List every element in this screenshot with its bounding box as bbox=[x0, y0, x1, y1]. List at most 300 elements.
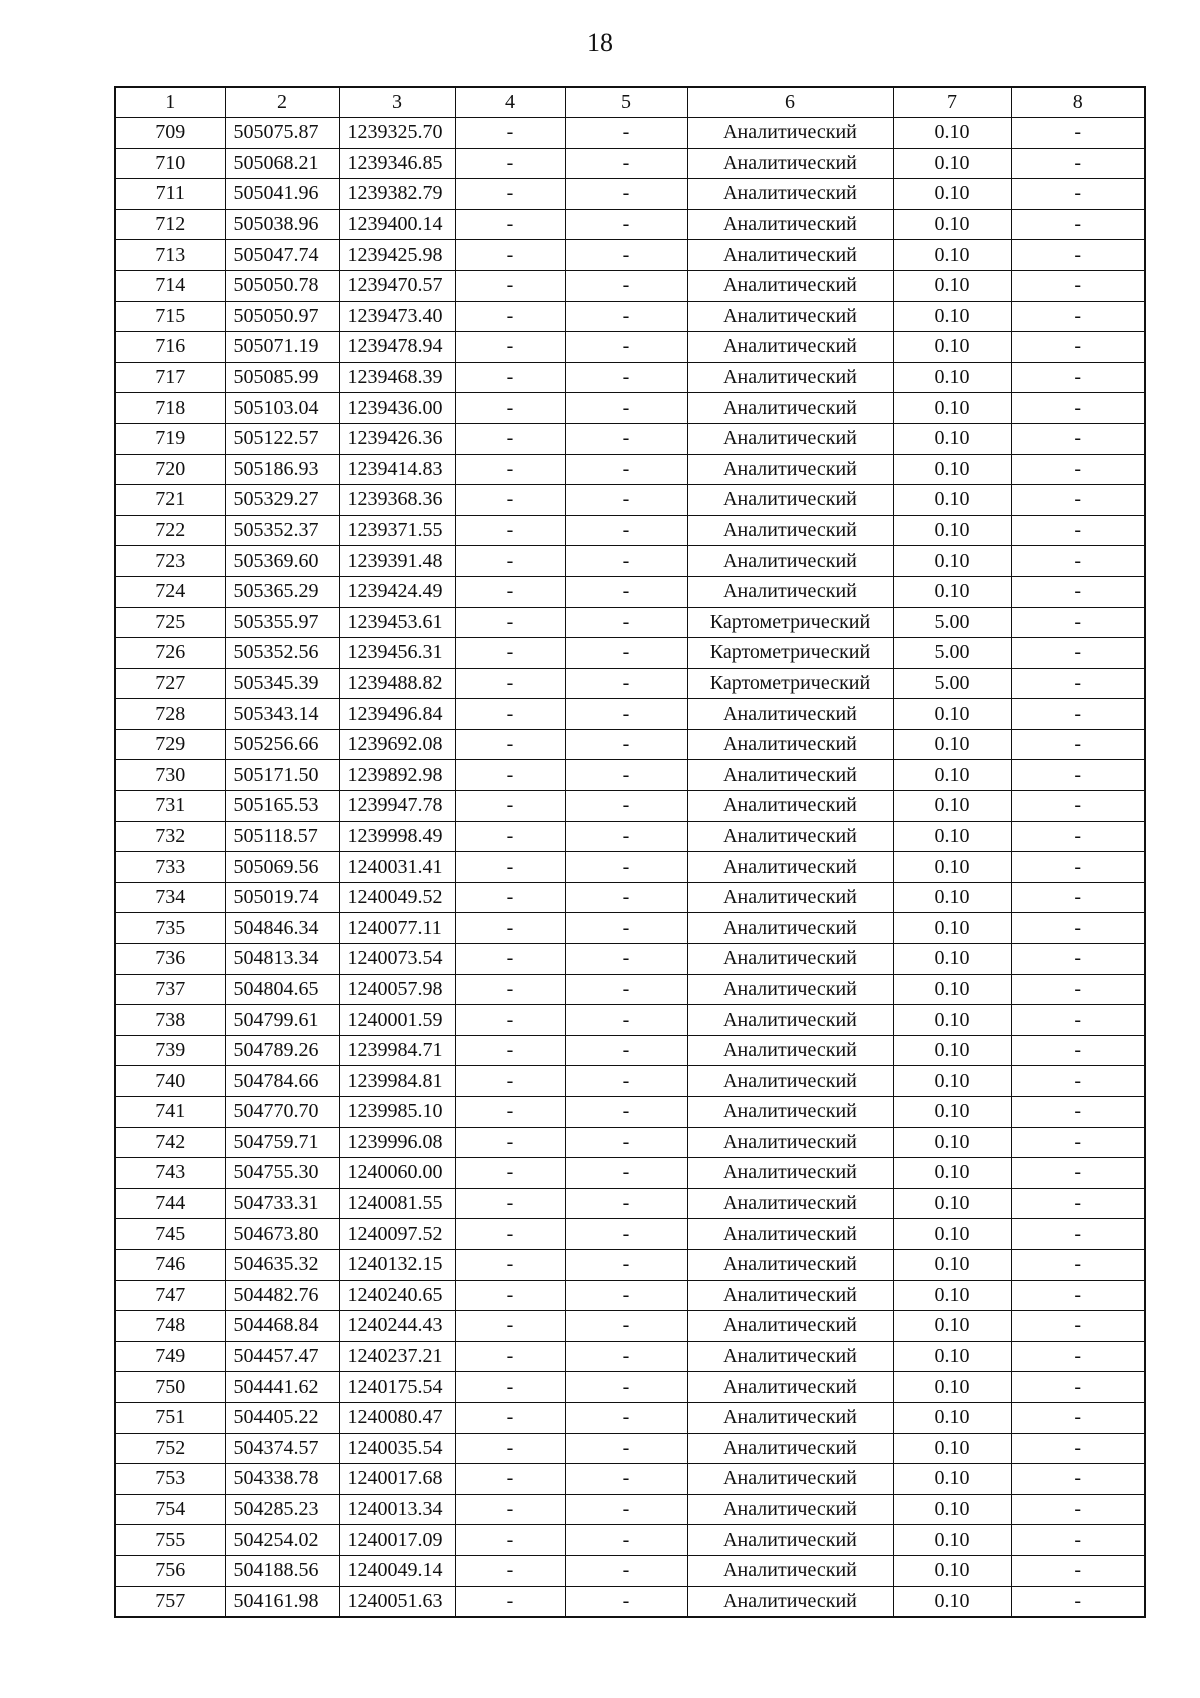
column-4-cell: - bbox=[455, 1586, 565, 1617]
accuracy-cell: 0.10 bbox=[893, 852, 1011, 883]
point-number-cell: 720 bbox=[115, 454, 225, 485]
table-row bbox=[115, 1433, 1145, 1464]
x-coordinate-cell: 505041.96 bbox=[225, 179, 339, 210]
column-8-cell: - bbox=[1011, 1097, 1145, 1128]
point-number-cell: 738 bbox=[115, 1005, 225, 1036]
accuracy-cell: 0.10 bbox=[893, 1280, 1011, 1311]
accuracy-cell: 0.10 bbox=[893, 240, 1011, 271]
column-4-cell: - bbox=[455, 1188, 565, 1219]
accuracy-cell: 0.10 bbox=[893, 944, 1011, 975]
y-coordinate-cell: 1239424.49 bbox=[339, 576, 455, 607]
table-row bbox=[115, 546, 1145, 577]
method-cell: Аналитический bbox=[687, 1035, 893, 1066]
method-cell: Аналитический bbox=[687, 974, 893, 1005]
table-row bbox=[115, 974, 1145, 1005]
column-8-cell: - bbox=[1011, 791, 1145, 822]
column-5-cell: - bbox=[565, 209, 687, 240]
point-number-cell: 741 bbox=[115, 1097, 225, 1128]
column-5-cell: - bbox=[565, 332, 687, 363]
column-5-cell: - bbox=[565, 1525, 687, 1556]
x-coordinate-cell: 504755.30 bbox=[225, 1158, 339, 1189]
table-row bbox=[115, 454, 1145, 485]
x-coordinate-cell: 505069.56 bbox=[225, 852, 339, 883]
point-number-cell: 751 bbox=[115, 1402, 225, 1433]
method-cell: Аналитический bbox=[687, 1464, 893, 1495]
table-row bbox=[115, 913, 1145, 944]
method-cell: Аналитический bbox=[687, 1219, 893, 1250]
column-4-cell: - bbox=[455, 515, 565, 546]
column-5-cell: - bbox=[565, 454, 687, 485]
column-4-cell: - bbox=[455, 944, 565, 975]
column-4-cell: - bbox=[455, 974, 565, 1005]
accuracy-cell: 0.10 bbox=[893, 1219, 1011, 1250]
point-number-cell: 730 bbox=[115, 760, 225, 791]
method-cell: Аналитический bbox=[687, 179, 893, 210]
method-cell: Аналитический bbox=[687, 209, 893, 240]
column-8-cell: - bbox=[1011, 423, 1145, 454]
point-number-cell: 742 bbox=[115, 1127, 225, 1158]
point-number-cell: 752 bbox=[115, 1433, 225, 1464]
point-number-cell: 715 bbox=[115, 301, 225, 332]
method-cell: Аналитический bbox=[687, 1249, 893, 1280]
column-header: 5 bbox=[565, 87, 687, 118]
column-4-cell: - bbox=[455, 148, 565, 179]
y-coordinate-cell: 1240017.68 bbox=[339, 1464, 455, 1495]
x-coordinate-cell: 504285.23 bbox=[225, 1494, 339, 1525]
column-8-cell: - bbox=[1011, 1494, 1145, 1525]
x-coordinate-cell: 504813.34 bbox=[225, 944, 339, 975]
accuracy-cell: 0.10 bbox=[893, 1249, 1011, 1280]
column-8-cell: - bbox=[1011, 882, 1145, 913]
column-header: 1 bbox=[115, 87, 225, 118]
column-4-cell: - bbox=[455, 546, 565, 577]
column-5-cell: - bbox=[565, 393, 687, 424]
column-5-cell: - bbox=[565, 974, 687, 1005]
column-4-cell: - bbox=[455, 301, 565, 332]
column-5-cell: - bbox=[565, 240, 687, 271]
y-coordinate-cell: 1239892.98 bbox=[339, 760, 455, 791]
point-number-cell: 729 bbox=[115, 729, 225, 760]
x-coordinate-cell: 505068.21 bbox=[225, 148, 339, 179]
y-coordinate-cell: 1240031.41 bbox=[339, 852, 455, 883]
accuracy-cell: 5.00 bbox=[893, 638, 1011, 669]
point-number-cell: 739 bbox=[115, 1035, 225, 1066]
column-5-cell: - bbox=[565, 1341, 687, 1372]
y-coordinate-cell: 1240097.52 bbox=[339, 1219, 455, 1250]
column-header: 7 bbox=[893, 87, 1011, 118]
table-row bbox=[115, 1066, 1145, 1097]
y-coordinate-cell: 1240017.09 bbox=[339, 1525, 455, 1556]
table-row bbox=[115, 1219, 1145, 1250]
x-coordinate-cell: 505122.57 bbox=[225, 423, 339, 454]
point-number-cell: 722 bbox=[115, 515, 225, 546]
table-row bbox=[115, 1280, 1145, 1311]
method-cell: Аналитический bbox=[687, 362, 893, 393]
column-8-cell: - bbox=[1011, 913, 1145, 944]
column-4-cell: - bbox=[455, 1249, 565, 1280]
y-coordinate-cell: 1240051.63 bbox=[339, 1586, 455, 1617]
table-row bbox=[115, 1005, 1145, 1036]
y-coordinate-cell: 1239346.85 bbox=[339, 148, 455, 179]
column-8-cell: - bbox=[1011, 1005, 1145, 1036]
method-cell: Аналитический bbox=[687, 148, 893, 179]
x-coordinate-cell: 504338.78 bbox=[225, 1464, 339, 1495]
accuracy-cell: 0.10 bbox=[893, 332, 1011, 363]
y-coordinate-cell: 1240049.14 bbox=[339, 1555, 455, 1586]
x-coordinate-cell: 505075.87 bbox=[225, 118, 339, 149]
accuracy-cell: 0.10 bbox=[893, 118, 1011, 149]
method-cell: Аналитический bbox=[687, 1066, 893, 1097]
x-coordinate-cell: 504441.62 bbox=[225, 1372, 339, 1403]
column-4-cell: - bbox=[455, 1280, 565, 1311]
column-4-cell: - bbox=[455, 209, 565, 240]
column-5-cell: - bbox=[565, 362, 687, 393]
method-cell: Аналитический bbox=[687, 729, 893, 760]
method-cell: Аналитический bbox=[687, 1097, 893, 1128]
method-cell: Аналитический bbox=[687, 1372, 893, 1403]
accuracy-cell: 5.00 bbox=[893, 607, 1011, 638]
column-8-cell: - bbox=[1011, 393, 1145, 424]
column-4-cell: - bbox=[455, 1525, 565, 1556]
x-coordinate-cell: 504457.47 bbox=[225, 1341, 339, 1372]
accuracy-cell: 0.10 bbox=[893, 1525, 1011, 1556]
table-row bbox=[115, 1158, 1145, 1189]
column-5-cell: - bbox=[565, 1219, 687, 1250]
accuracy-cell: 0.10 bbox=[893, 1127, 1011, 1158]
column-4-cell: - bbox=[455, 1555, 565, 1586]
column-4-cell: - bbox=[455, 1219, 565, 1250]
table-row bbox=[115, 1494, 1145, 1525]
column-5-cell: - bbox=[565, 179, 687, 210]
method-cell: Аналитический bbox=[687, 546, 893, 577]
table-row bbox=[115, 1372, 1145, 1403]
point-number-cell: 731 bbox=[115, 791, 225, 822]
x-coordinate-cell: 504759.71 bbox=[225, 1127, 339, 1158]
table-row bbox=[115, 515, 1145, 546]
x-coordinate-cell: 505343.14 bbox=[225, 699, 339, 730]
column-4-cell: - bbox=[455, 393, 565, 424]
y-coordinate-cell: 1239456.31 bbox=[339, 638, 455, 669]
column-8-cell: - bbox=[1011, 270, 1145, 301]
point-number-cell: 713 bbox=[115, 240, 225, 271]
x-coordinate-cell: 504846.34 bbox=[225, 913, 339, 944]
x-coordinate-cell: 505047.74 bbox=[225, 240, 339, 271]
column-4-cell: - bbox=[455, 668, 565, 699]
column-4-cell: - bbox=[455, 1035, 565, 1066]
table-row bbox=[115, 1097, 1145, 1128]
point-number-cell: 717 bbox=[115, 362, 225, 393]
x-coordinate-cell: 505165.53 bbox=[225, 791, 339, 822]
x-coordinate-cell: 504733.31 bbox=[225, 1188, 339, 1219]
accuracy-cell: 0.10 bbox=[893, 1097, 1011, 1128]
point-number-cell: 724 bbox=[115, 576, 225, 607]
method-cell: Аналитический bbox=[687, 1586, 893, 1617]
column-5-cell: - bbox=[565, 1249, 687, 1280]
table-row bbox=[115, 179, 1145, 210]
table-row bbox=[115, 576, 1145, 607]
x-coordinate-cell: 504673.80 bbox=[225, 1219, 339, 1250]
method-cell: Аналитический bbox=[687, 944, 893, 975]
y-coordinate-cell: 1239473.40 bbox=[339, 301, 455, 332]
column-5-cell: - bbox=[565, 1188, 687, 1219]
x-coordinate-cell: 504254.02 bbox=[225, 1525, 339, 1556]
table-row bbox=[115, 362, 1145, 393]
point-number-cell: 709 bbox=[115, 118, 225, 149]
y-coordinate-cell: 1239436.00 bbox=[339, 393, 455, 424]
y-coordinate-cell: 1239692.08 bbox=[339, 729, 455, 760]
table-row bbox=[115, 1249, 1145, 1280]
method-cell: Аналитический bbox=[687, 882, 893, 913]
column-8-cell: - bbox=[1011, 301, 1145, 332]
y-coordinate-cell: 1240001.59 bbox=[339, 1005, 455, 1036]
column-5-cell: - bbox=[565, 1586, 687, 1617]
column-4-cell: - bbox=[455, 1341, 565, 1372]
column-4-cell: - bbox=[455, 729, 565, 760]
table-row bbox=[115, 729, 1145, 760]
accuracy-cell: 0.10 bbox=[893, 699, 1011, 730]
point-number-cell: 737 bbox=[115, 974, 225, 1005]
point-number-cell: 723 bbox=[115, 546, 225, 577]
y-coordinate-cell: 1239414.83 bbox=[339, 454, 455, 485]
table-row bbox=[115, 791, 1145, 822]
point-number-cell: 755 bbox=[115, 1525, 225, 1556]
method-cell: Аналитический bbox=[687, 240, 893, 271]
y-coordinate-cell: 1240077.11 bbox=[339, 913, 455, 944]
y-coordinate-cell: 1239488.82 bbox=[339, 668, 455, 699]
accuracy-cell: 0.10 bbox=[893, 1035, 1011, 1066]
accuracy-cell: 0.10 bbox=[893, 791, 1011, 822]
method-cell: Аналитический bbox=[687, 1494, 893, 1525]
column-4-cell: - bbox=[455, 1097, 565, 1128]
point-number-cell: 753 bbox=[115, 1464, 225, 1495]
method-cell: Аналитический bbox=[687, 1555, 893, 1586]
column-4-cell: - bbox=[455, 1372, 565, 1403]
accuracy-cell: 0.10 bbox=[893, 1464, 1011, 1495]
column-8-cell: - bbox=[1011, 944, 1145, 975]
accuracy-cell: 0.10 bbox=[893, 1433, 1011, 1464]
column-5-cell: - bbox=[565, 270, 687, 301]
column-4-cell: - bbox=[455, 760, 565, 791]
point-number-cell: 743 bbox=[115, 1158, 225, 1189]
point-number-cell: 714 bbox=[115, 270, 225, 301]
column-5-cell: - bbox=[565, 699, 687, 730]
method-cell: Аналитический bbox=[687, 576, 893, 607]
column-8-cell: - bbox=[1011, 515, 1145, 546]
accuracy-cell: 0.10 bbox=[893, 362, 1011, 393]
x-coordinate-cell: 504784.66 bbox=[225, 1066, 339, 1097]
point-number-cell: 749 bbox=[115, 1341, 225, 1372]
page-number: 18 bbox=[587, 28, 613, 57]
x-coordinate-cell: 504804.65 bbox=[225, 974, 339, 1005]
column-5-cell: - bbox=[565, 576, 687, 607]
table-row bbox=[115, 485, 1145, 516]
accuracy-cell: 0.10 bbox=[893, 515, 1011, 546]
point-number-cell: 748 bbox=[115, 1311, 225, 1342]
y-coordinate-cell: 1239470.57 bbox=[339, 270, 455, 301]
accuracy-cell: 0.10 bbox=[893, 1494, 1011, 1525]
point-number-cell: 728 bbox=[115, 699, 225, 730]
x-coordinate-cell: 505118.57 bbox=[225, 821, 339, 852]
x-coordinate-cell: 505171.50 bbox=[225, 760, 339, 791]
column-5-cell: - bbox=[565, 882, 687, 913]
column-5-cell: - bbox=[565, 821, 687, 852]
point-number-cell: 754 bbox=[115, 1494, 225, 1525]
column-5-cell: - bbox=[565, 1035, 687, 1066]
column-8-cell: - bbox=[1011, 1586, 1145, 1617]
accuracy-cell: 0.10 bbox=[893, 393, 1011, 424]
column-header: 4 bbox=[455, 87, 565, 118]
y-coordinate-cell: 1239984.71 bbox=[339, 1035, 455, 1066]
x-coordinate-cell: 505019.74 bbox=[225, 882, 339, 913]
table-row bbox=[115, 760, 1145, 791]
table-row bbox=[115, 638, 1145, 669]
column-8-cell: - bbox=[1011, 1127, 1145, 1158]
point-number-cell: 745 bbox=[115, 1219, 225, 1250]
column-8-cell: - bbox=[1011, 729, 1145, 760]
y-coordinate-cell: 1239368.36 bbox=[339, 485, 455, 516]
column-8-cell: - bbox=[1011, 699, 1145, 730]
table-row bbox=[115, 209, 1145, 240]
method-cell: Аналитический bbox=[687, 1525, 893, 1556]
x-coordinate-cell: 504374.57 bbox=[225, 1433, 339, 1464]
column-8-cell: - bbox=[1011, 1066, 1145, 1097]
method-cell: Аналитический bbox=[687, 332, 893, 363]
x-coordinate-cell: 505329.27 bbox=[225, 485, 339, 516]
x-coordinate-cell: 505050.78 bbox=[225, 270, 339, 301]
y-coordinate-cell: 1239996.08 bbox=[339, 1127, 455, 1158]
column-8-cell: - bbox=[1011, 118, 1145, 149]
column-5-cell: - bbox=[565, 1555, 687, 1586]
x-coordinate-cell: 504789.26 bbox=[225, 1035, 339, 1066]
column-8-cell: - bbox=[1011, 1280, 1145, 1311]
y-coordinate-cell: 1239325.70 bbox=[339, 118, 455, 149]
method-cell: Аналитический bbox=[687, 1311, 893, 1342]
column-4-cell: - bbox=[455, 576, 565, 607]
column-4-cell: - bbox=[455, 240, 565, 271]
point-number-cell: 719 bbox=[115, 423, 225, 454]
accuracy-cell: 0.10 bbox=[893, 821, 1011, 852]
y-coordinate-cell: 1240013.34 bbox=[339, 1494, 455, 1525]
column-4-cell: - bbox=[455, 1311, 565, 1342]
method-cell: Аналитический bbox=[687, 1127, 893, 1158]
y-coordinate-cell: 1240080.47 bbox=[339, 1402, 455, 1433]
method-cell: Аналитический bbox=[687, 270, 893, 301]
x-coordinate-cell: 505256.66 bbox=[225, 729, 339, 760]
table-row bbox=[115, 1341, 1145, 1372]
y-coordinate-cell: 1239371.55 bbox=[339, 515, 455, 546]
point-number-cell: 711 bbox=[115, 179, 225, 210]
column-4-cell: - bbox=[455, 638, 565, 669]
column-4-cell: - bbox=[455, 607, 565, 638]
column-4-cell: - bbox=[455, 332, 565, 363]
method-cell: Аналитический bbox=[687, 1402, 893, 1433]
accuracy-cell: 0.10 bbox=[893, 546, 1011, 577]
table-row bbox=[115, 821, 1145, 852]
point-number-cell: 736 bbox=[115, 944, 225, 975]
column-5-cell: - bbox=[565, 944, 687, 975]
column-4-cell: - bbox=[455, 1433, 565, 1464]
x-coordinate-cell: 504635.32 bbox=[225, 1249, 339, 1280]
table-header-row bbox=[115, 87, 1145, 118]
point-number-cell: 756 bbox=[115, 1555, 225, 1586]
column-5-cell: - bbox=[565, 1066, 687, 1097]
y-coordinate-cell: 1240081.55 bbox=[339, 1188, 455, 1219]
x-coordinate-cell: 505355.97 bbox=[225, 607, 339, 638]
x-coordinate-cell: 504770.70 bbox=[225, 1097, 339, 1128]
column-5-cell: - bbox=[565, 607, 687, 638]
table-row bbox=[115, 118, 1145, 149]
column-5-cell: - bbox=[565, 301, 687, 332]
x-coordinate-cell: 505085.99 bbox=[225, 362, 339, 393]
column-5-cell: - bbox=[565, 1311, 687, 1342]
accuracy-cell: 0.10 bbox=[893, 760, 1011, 791]
table-row bbox=[115, 1586, 1145, 1617]
column-4-cell: - bbox=[455, 699, 565, 730]
table-row bbox=[115, 423, 1145, 454]
column-8-cell: - bbox=[1011, 1525, 1145, 1556]
method-cell: Аналитический bbox=[687, 485, 893, 516]
column-4-cell: - bbox=[455, 1464, 565, 1495]
column-4-cell: - bbox=[455, 791, 565, 822]
column-8-cell: - bbox=[1011, 1433, 1145, 1464]
accuracy-cell: 0.10 bbox=[893, 974, 1011, 1005]
column-8-cell: - bbox=[1011, 148, 1145, 179]
column-8-cell: - bbox=[1011, 760, 1145, 791]
y-coordinate-cell: 1240057.98 bbox=[339, 974, 455, 1005]
column-5-cell: - bbox=[565, 638, 687, 669]
coordinates-table bbox=[114, 86, 1146, 1618]
table-row bbox=[115, 852, 1145, 883]
point-number-cell: 727 bbox=[115, 668, 225, 699]
column-5-cell: - bbox=[565, 118, 687, 149]
y-coordinate-cell: 1240073.54 bbox=[339, 944, 455, 975]
method-cell: Аналитический bbox=[687, 423, 893, 454]
column-5-cell: - bbox=[565, 1494, 687, 1525]
x-coordinate-cell: 505186.93 bbox=[225, 454, 339, 485]
accuracy-cell: 0.10 bbox=[893, 209, 1011, 240]
column-8-cell: - bbox=[1011, 974, 1145, 1005]
method-cell: Аналитический bbox=[687, 1005, 893, 1036]
column-5-cell: - bbox=[565, 1280, 687, 1311]
column-8-cell: - bbox=[1011, 638, 1145, 669]
column-4-cell: - bbox=[455, 913, 565, 944]
column-4-cell: - bbox=[455, 1127, 565, 1158]
y-coordinate-cell: 1239496.84 bbox=[339, 699, 455, 730]
accuracy-cell: 0.10 bbox=[893, 179, 1011, 210]
y-coordinate-cell: 1239426.36 bbox=[339, 423, 455, 454]
point-number-cell: 735 bbox=[115, 913, 225, 944]
method-cell: Аналитический bbox=[687, 913, 893, 944]
column-5-cell: - bbox=[565, 485, 687, 516]
point-number-cell: 757 bbox=[115, 1586, 225, 1617]
column-8-cell: - bbox=[1011, 1158, 1145, 1189]
point-number-cell: 710 bbox=[115, 148, 225, 179]
column-8-cell: - bbox=[1011, 485, 1145, 516]
column-8-cell: - bbox=[1011, 209, 1145, 240]
x-coordinate-cell: 504482.76 bbox=[225, 1280, 339, 1311]
column-header: 2 bbox=[225, 87, 339, 118]
accuracy-cell: 0.10 bbox=[893, 148, 1011, 179]
column-header: 6 bbox=[687, 87, 893, 118]
x-coordinate-cell: 505352.56 bbox=[225, 638, 339, 669]
column-5-cell: - bbox=[565, 546, 687, 577]
column-8-cell: - bbox=[1011, 1402, 1145, 1433]
table-row bbox=[115, 148, 1145, 179]
column-8-cell: - bbox=[1011, 576, 1145, 607]
accuracy-cell: 0.10 bbox=[893, 1555, 1011, 1586]
column-5-cell: - bbox=[565, 423, 687, 454]
table-row bbox=[115, 301, 1145, 332]
